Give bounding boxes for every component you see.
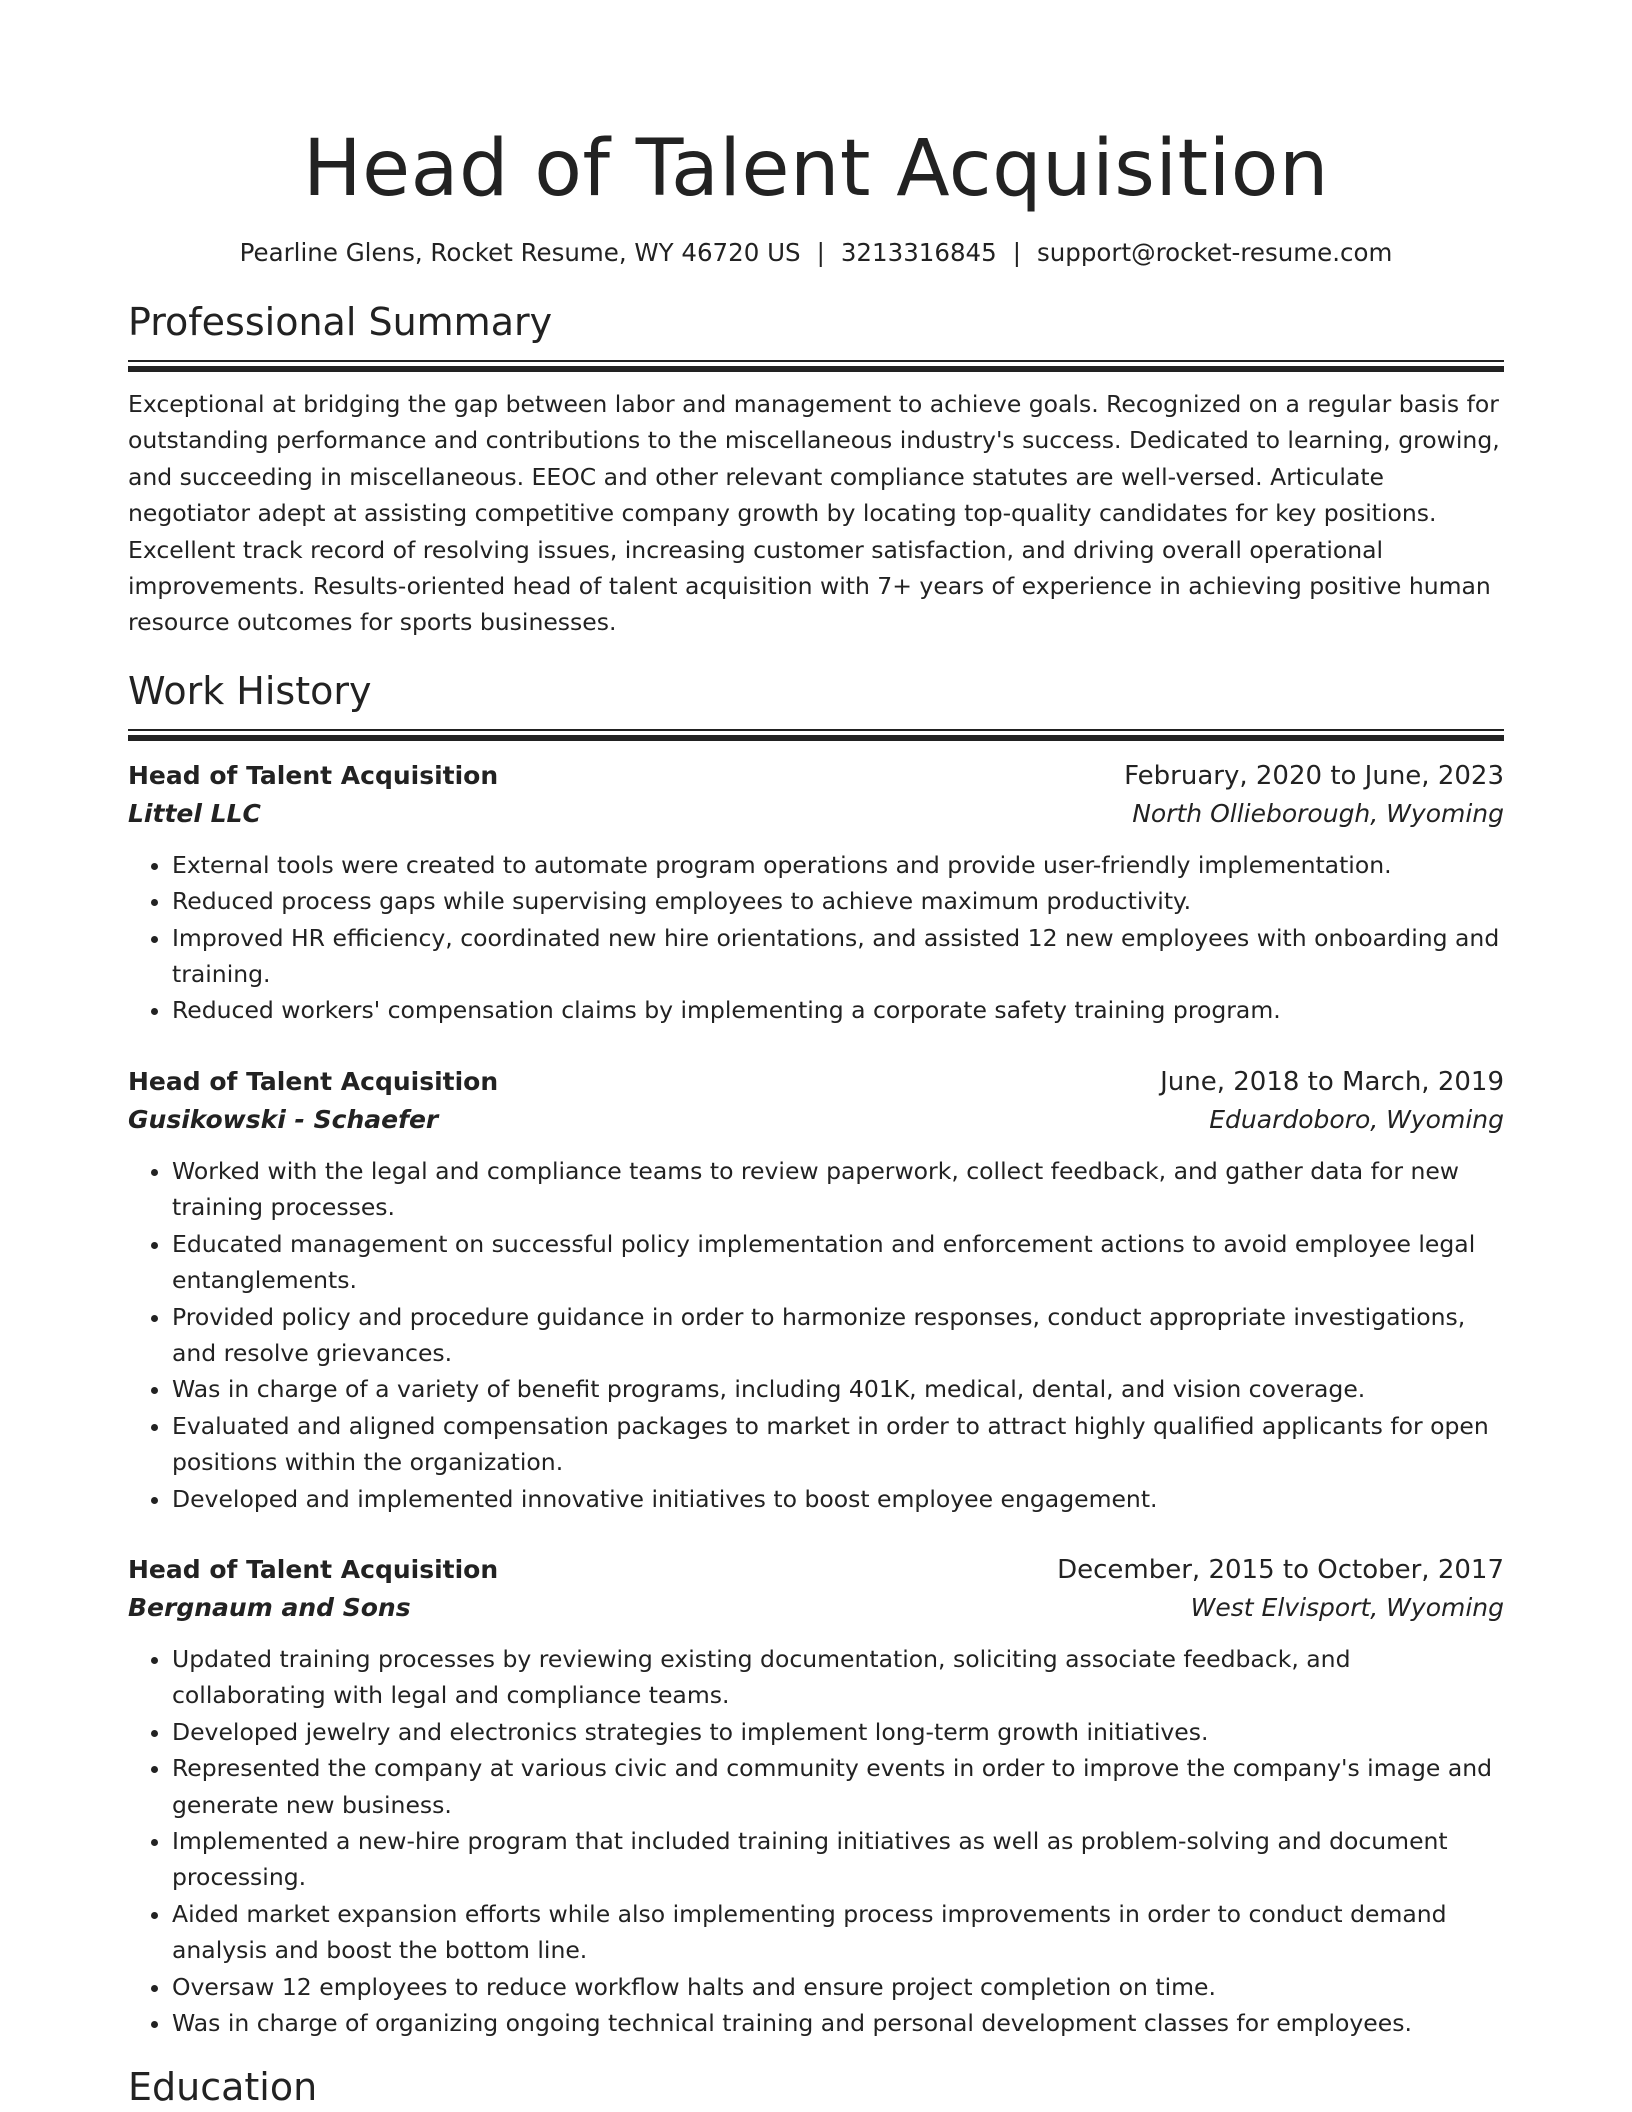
job-bullet: • Developed jewelry and electronics strategies to implement long-term growth initiatives. bbox=[172, 1714, 1504, 1750]
job-company: Gusikowski - Schaefer bbox=[128, 1104, 439, 1134]
job-bullets bbox=[128, 1153, 1504, 1517]
job-bullet: • Aided market expansion efforts while also implementing process improvements in order to conduct demand analysis and boost the bottom line. bbox=[172, 1896, 1504, 1969]
resume-page bbox=[128, 0, 1504, 2111]
job-location: North Ollieborough, Wyoming bbox=[1132, 798, 1504, 828]
contact-separator: | bbox=[1012, 238, 1021, 267]
job-bullets bbox=[128, 847, 1504, 1029]
job-location: West Elvisport, Wyoming bbox=[1190, 1592, 1504, 1622]
job-bullet: • Oversaw 12 employees to reduce workflow halts and ensure project completion on time. bbox=[172, 1969, 1504, 2005]
job-title: Head of Talent Acquisition bbox=[128, 1066, 499, 1096]
job-bullet: • Was in charge of organizing ongoing technical training and personal development classes for employees. bbox=[172, 2005, 1504, 2041]
job-title: Head of Talent Acquisition bbox=[128, 1554, 499, 1584]
job-location: Eduardoboro, Wyoming bbox=[1209, 1104, 1504, 1134]
job-dates: December, 2015 to October, 2017 bbox=[1057, 1554, 1504, 1585]
job-bullet: • Worked with the legal and compliance teams to review paperwork, collect feedback, and gather data for new training processes. bbox=[172, 1153, 1504, 1226]
work-history-heading: Work History bbox=[128, 668, 372, 713]
resume-name: Head of Talent Acquisition bbox=[303, 124, 1329, 214]
contact-email: support@rocket-resume.com bbox=[1037, 238, 1393, 267]
job-entry bbox=[128, 1551, 1504, 2041]
job-bullet: • Represented the company at various civic and community events in order to improve the company's image and generate new business. bbox=[172, 1750, 1504, 1823]
section-divider bbox=[128, 729, 1504, 741]
job-bullet: • Was in charge of a variety of benefit programs, including 401K, medical, dental, and vision coverage. bbox=[172, 1371, 1504, 1407]
job-bullet: • External tools were created to automate program operations and provide user-friendly implementation. bbox=[172, 847, 1504, 883]
work-history-section bbox=[128, 667, 1504, 2042]
job-bullets bbox=[128, 1641, 1504, 2041]
job-bullet: • Educated management on successful policy implementation and enforcement actions to avoid employee legal entanglements. bbox=[172, 1226, 1504, 1299]
job-title: Head of Talent Acquisition bbox=[128, 760, 499, 790]
job-dates: February, 2020 to June, 2023 bbox=[1124, 760, 1504, 791]
job-header-row bbox=[128, 1551, 1504, 1589]
job-entry bbox=[128, 757, 1504, 1029]
job-bullet: • Improved HR efficiency, coordinated new hire orientations, and assisted 12 new employees with onboarding and training. bbox=[172, 920, 1504, 993]
job-company-row bbox=[128, 795, 1504, 833]
job-bullet: • Implemented a new-hire program that included training initiatives as well as problem-solving and document processing. bbox=[172, 1823, 1504, 1896]
job-dates: June, 2018 to March, 2019 bbox=[1160, 1066, 1504, 1097]
job-company-row bbox=[128, 1589, 1504, 1627]
job-header-row bbox=[128, 1063, 1504, 1101]
contact-line bbox=[128, 236, 1504, 270]
contact-phone: 3213316845 bbox=[840, 238, 997, 267]
section-divider bbox=[128, 360, 1504, 372]
job-company: Littel LLC bbox=[128, 798, 261, 828]
job-header-row bbox=[128, 757, 1504, 795]
job-bullet: • Reduced workers' compensation claims by implementing a corporate safety training program. bbox=[172, 992, 1504, 1028]
summary-text: Exceptional at bridging the gap between labor and management to achieve goals. Recognized on a regular basis for outstanding performance and contributions to the miscellaneous industry's success. Dedicated to learning, growing, and succeeding in miscellaneous. EEOC and other relevant compliance statutes are well-versed. Articulate negotiator adept at assisting competitive company growth by locating top-quality candidates for key positions. Excellent track record of resolving issues, increasing customer satisfaction, and driving overall operational improvements. Results-oriented head of talent acquisition with 7+ years of experience in achieving positive human resource outcomes for sports businesses. bbox=[128, 390, 1500, 637]
education-heading: Education bbox=[128, 2065, 318, 2110]
job-bullet: • Provided policy and procedure guidance in order to harmonize responses, conduct appropriate investigations, and resolve grievances. bbox=[172, 1299, 1504, 1372]
job-company: Bergnaum and Sons bbox=[128, 1592, 411, 1622]
summary-heading: Professional Summary bbox=[128, 300, 553, 344]
job-bullet: • Updated training processes by reviewing existing documentation, soliciting associate feedback, and collaborating with legal and compliance teams. bbox=[172, 1641, 1504, 1714]
contact-separator: | bbox=[816, 238, 825, 267]
job-bullet: • Developed and implemented innovative initiatives to boost employee engagement. bbox=[172, 1481, 1504, 1517]
contact-address: Pearline Glens, Rocket Resume, WY 46720 US bbox=[239, 238, 801, 267]
summary-section bbox=[128, 298, 1504, 641]
job-company-row bbox=[128, 1101, 1504, 1139]
job-entry bbox=[128, 1063, 1504, 1517]
education-section bbox=[128, 2063, 1504, 2111]
job-bullet: • Reduced process gaps while supervising employees to achieve maximum productivity. bbox=[172, 883, 1504, 919]
job-bullet: • Evaluated and aligned compensation packages to market in order to attract highly qualified applicants for open positions within the organization. bbox=[172, 1408, 1504, 1481]
